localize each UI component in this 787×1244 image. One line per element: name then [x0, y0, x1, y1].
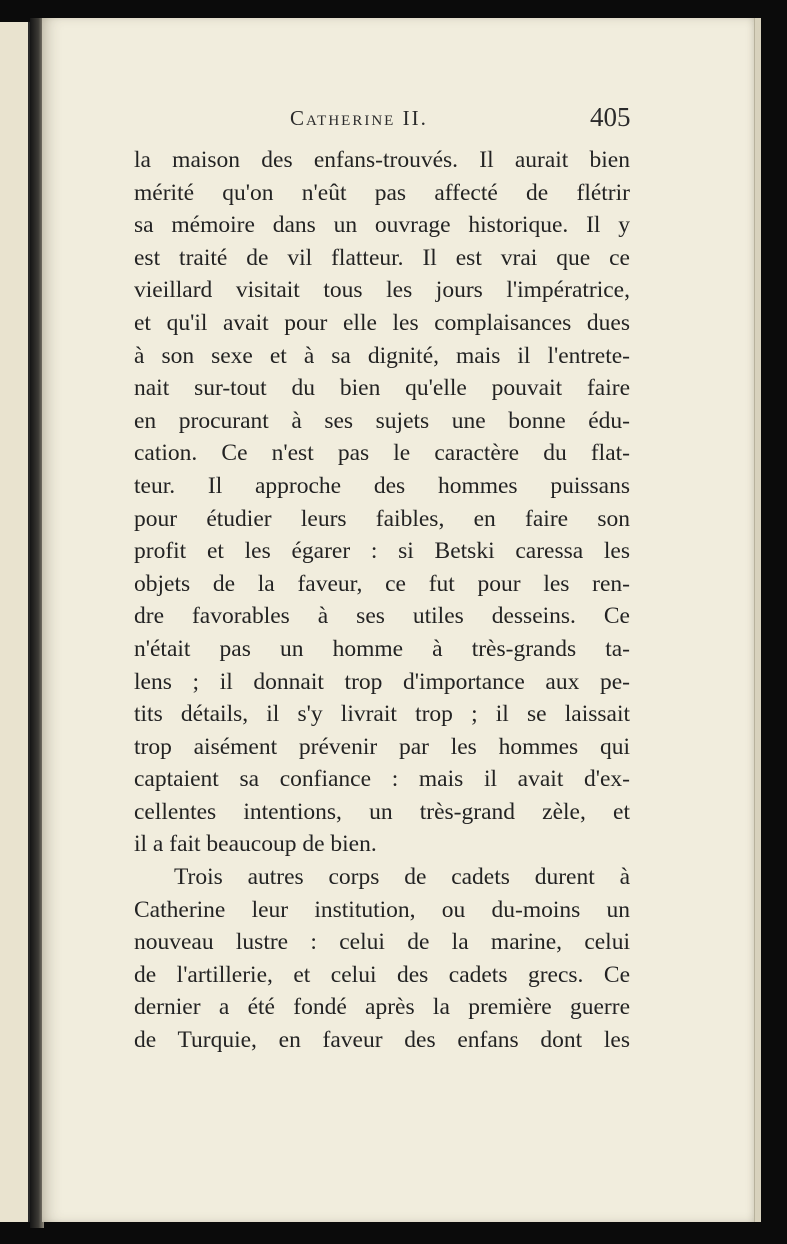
text-line: profit et les égarer : si Betski caressa les — [134, 538, 630, 565]
text-line: la maison des enfans-trouvés. Il aurait bien — [134, 147, 630, 173]
text-line: et qu'il avait pour elle les complaisances dues — [134, 309, 630, 336]
page-number: 405 — [590, 102, 631, 132]
text-line: Trois autres corps de cadets durent à — [174, 864, 630, 891]
text-line: trop aisément prévenir par les hommes qui — [134, 733, 630, 760]
page-fore-edge — [754, 18, 761, 1222]
text-line: de l'artillerie, et celui des cadets grecs. Ce — [134, 961, 630, 988]
text-line: cation. Ce n'est pas le caractère du flat- — [134, 440, 630, 467]
text-line: dernier a été fondé après la première guerre — [134, 994, 630, 1021]
text-line: Catherine leur institution, ou du-moins un — [134, 896, 630, 923]
body-text — [134, 144, 630, 1057]
text-line: à son sexe et à sa dignité, mais il l'entrete- — [134, 342, 630, 369]
running-head-title: Catherine II. — [290, 106, 428, 130]
text-line: en procurant à ses sujets une bonne édu- — [134, 407, 630, 434]
text-line: teur. Il approche des hommes puissans — [134, 472, 630, 499]
text-line: nouveau lustre : celui de la marine, celui — [134, 929, 630, 956]
text-line: cellentes intentions, un très-grand zèle, et — [134, 798, 630, 825]
text-line: vieillard visitait tous les jours l'impératrice, — [134, 277, 630, 304]
text-line: objets de la faveur, ce fut pour les ren- — [134, 570, 630, 597]
text-line: mérité qu'on n'eût pas affecté de flétrir — [134, 179, 630, 206]
text-line: est traité de vil flatteur. Il est vrai que ce — [134, 244, 630, 271]
text-line: nait sur-tout du bien qu'elle pouvait faire — [134, 375, 630, 402]
text-line: de Turquie, en faveur des enfans dont les — [134, 1027, 630, 1054]
text-line: sa mémoire dans un ouvrage historique. Il y — [134, 212, 630, 239]
text-line: n'était pas un homme à très-grands ta- — [134, 635, 630, 662]
text-line: pour étudier leurs faibles, en faire son — [134, 505, 630, 532]
running-head — [42, 102, 754, 138]
text-line: il a fait beaucoup de bien. — [134, 831, 377, 858]
text-line: lens ; il donnait trop d'importance aux pe- — [134, 668, 630, 695]
text-line: tits détails, il s'y livrait trop ; il se laissait — [134, 701, 630, 728]
paragraph — [134, 861, 630, 1057]
paragraph — [134, 144, 630, 861]
book-page — [42, 18, 754, 1222]
facing-page-edge — [0, 22, 30, 1222]
text-line: captaient sa confiance : mais il avait d'ex- — [134, 766, 630, 793]
text-line: dre favorables à ses utiles desseins. Ce — [134, 603, 630, 630]
